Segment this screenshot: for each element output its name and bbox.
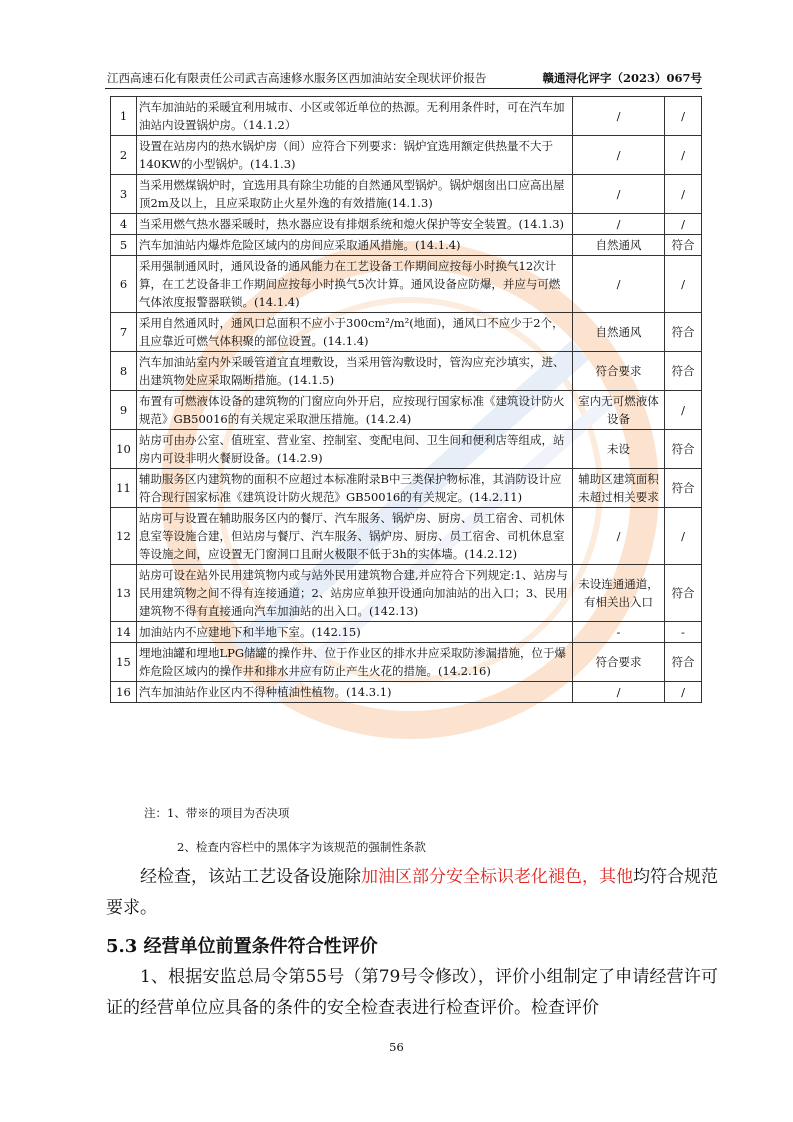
row-number: 16 xyxy=(111,682,137,703)
row-verdict: / xyxy=(665,214,702,235)
row-result: / xyxy=(573,175,665,214)
table-row xyxy=(111,565,702,622)
table-row xyxy=(111,430,702,469)
row-content: 埋地油罐和埋地LPG储罐的操作井、位于作业区的排水井应采取防渗漏措施，位于爆炸危险区域内的操作井和排水井应有防止产生火花的措施。(14.2.16) xyxy=(137,643,573,682)
row-verdict: 符合 xyxy=(665,643,702,682)
table-row xyxy=(111,235,702,256)
row-content: 站房可与设置在辅助服务区内的餐厅、汽车服务、锅炉房、厨房、员工宿舍、司机休息室等设施合建，但站房与餐厅、汽车服务、锅炉房、厨房、员工宿舍、司机休息室等设施之间，应设置无门窗洞口且耐火极限不低于3h的实体墙。(14.2.12) xyxy=(137,508,573,565)
header-doc-number: 赣通浔化评字（2023）067号 xyxy=(542,71,702,85)
page-number: 56 xyxy=(389,1040,404,1054)
row-verdict: - xyxy=(665,622,702,643)
conclusion-paragraph xyxy=(106,862,718,924)
row-verdict: / xyxy=(665,256,702,313)
table-row xyxy=(111,313,702,352)
row-content: 设置在站房内的热水锅炉房（间）应符合下列要求：锅炉宜选用额定供热量不大于140KW的小型锅炉。(14.1.3) xyxy=(137,136,573,175)
row-result: 辅助区建筑面积未超过相关要求 xyxy=(573,469,665,508)
row-number: 9 xyxy=(111,391,137,430)
row-content: 站房可设在站外民用建筑物内或与站外民用建筑物合建,并应符合下列规定:1、站房与民用建筑物之间不得有连接通道；2、站房应单独开设通向加油站的出入口；3、民用建筑物不得有直接通向汽车加油站的出入口。(142.13) xyxy=(137,565,573,622)
row-verdict: / xyxy=(665,682,702,703)
table-row xyxy=(111,136,702,175)
row-number: 3 xyxy=(111,175,137,214)
row-result: 自然通风 xyxy=(573,235,665,256)
row-number: 1 xyxy=(111,97,137,136)
row-verdict: / xyxy=(665,508,702,565)
row-result: 室内无可燃液体设备 xyxy=(573,391,665,430)
body-paragraph: 1、根据安监总局令第55号（第79号令修改），评价小组制定了申请经营许可证的经营单位应具备的条件的安全检查表进行检查评价。检查评价 xyxy=(106,967,718,1018)
row-result: 自然通风 xyxy=(573,313,665,352)
table-row xyxy=(111,622,702,643)
row-content: 汽车加油站室内外采暖管道宜直埋敷设，当采用管沟敷设时，管沟应充沙填实，进、出建筑物处应采取隔断措施。(14.1.5) xyxy=(137,352,573,391)
row-content: 当采用燃气热水器采暖时，热水器应设有排烟系统和熄火保护等安全装置。(14.1.3) xyxy=(137,214,573,235)
row-result: / xyxy=(573,682,665,703)
table-row xyxy=(111,97,702,136)
row-verdict: 符合 xyxy=(665,235,702,256)
row-result: / xyxy=(573,214,665,235)
row-result: - xyxy=(573,622,665,643)
row-content: 汽车加油站内爆炸危险区域内的房间应采取通风措施。(14.1.4) xyxy=(137,235,573,256)
row-content: 当采用燃煤锅炉时，宜选用具有除尘功能的自然通风型锅炉。锅炉烟囱出口应高出屋顶2m及以上，且应采取防止火星外逸的有效措施(14.1.3) xyxy=(137,175,573,214)
row-number: 13 xyxy=(111,565,137,622)
row-content: 加油站内不应建地下和半地下室。(142.15) xyxy=(137,622,573,643)
row-verdict: / xyxy=(665,97,702,136)
note-1: 注：1、带※的项目为否决项 xyxy=(144,806,290,820)
row-result: / xyxy=(573,97,665,136)
row-number: 6 xyxy=(111,256,137,313)
table-row xyxy=(111,682,702,703)
row-content: 采用自然通风时，通风口总面积不应小于300cm²/m²(地面)，通风口不应少于2个，且应靠近可燃气体积聚的部位设置。(14.1.4) xyxy=(137,313,573,352)
page-header xyxy=(105,66,702,89)
conclusion-text-3: 均符合规范要求。 xyxy=(106,867,718,918)
table-row xyxy=(111,256,702,313)
row-number: 7 xyxy=(111,313,137,352)
row-number: 11 xyxy=(111,469,137,508)
table-row xyxy=(111,391,702,430)
row-result: 符合要求 xyxy=(573,643,665,682)
section-heading: 5.3 经营单位前置条件符合性评价 xyxy=(106,936,378,957)
table-row xyxy=(111,469,702,508)
table-row xyxy=(111,214,702,235)
row-content: 布置有可燃液体设备的建筑物的门窗应向外开启，应按现行国家标准《建筑设计防火规范》GB50016的有关规定采取泄压措施。(14.2.4) xyxy=(137,391,573,430)
row-verdict: 符合 xyxy=(665,565,702,622)
row-number: 2 xyxy=(111,136,137,175)
row-verdict: 符合 xyxy=(665,313,702,352)
row-number: 5 xyxy=(111,235,137,256)
row-result: / xyxy=(573,256,665,313)
row-verdict: / xyxy=(665,391,702,430)
conclusion-text-1: 经检查，该站工艺设备设施除 xyxy=(140,867,361,887)
row-number: 15 xyxy=(111,643,137,682)
row-content: 汽车加油站的采暖宜利用城市、小区或邻近单位的热源。无利用条件时，可在汽车加油站内设置锅炉房。（14.1.2） xyxy=(137,97,573,136)
row-number: 12 xyxy=(111,508,137,565)
row-number: 4 xyxy=(111,214,137,235)
table-row xyxy=(111,175,702,214)
row-content: 采用强制通风时，通风设备的通风能力在工艺设备工作期间应按每小时换气12次计算，在工艺设备非工作期间应按每小时换气5次计算。通风设备应防爆，并应与可燃气体浓度报警器联锁。(14.1.4) xyxy=(137,256,573,313)
conclusion-text-red: 加油区部分安全标识老化褪色，其他 xyxy=(361,867,633,887)
row-content: 汽车加油站作业区内不得种植油性植物。(14.3.1) xyxy=(137,682,573,703)
table-row xyxy=(111,643,702,682)
row-verdict: 符合 xyxy=(665,469,702,508)
row-result: 符合要求 xyxy=(573,352,665,391)
check-table xyxy=(110,96,702,703)
row-result: 未设 xyxy=(573,430,665,469)
row-number: 10 xyxy=(111,430,137,469)
row-verdict: 符合 xyxy=(665,352,702,391)
row-verdict: / xyxy=(665,175,702,214)
row-number: 8 xyxy=(111,352,137,391)
row-verdict: / xyxy=(665,136,702,175)
row-number: 14 xyxy=(111,622,137,643)
row-content: 站房可由办公室、值班室、营业室、控制室、变配电间、卫生间和便利店等组成，站房内可设非明火餐厨设备。(14.2.9) xyxy=(137,430,573,469)
table-row xyxy=(111,508,702,565)
table-row xyxy=(111,352,702,391)
row-content: 辅助服务区内建筑物的面积不应超过本标准附录B中三类保护物标准，其消防设计应符合现行国家标准《建筑设计防火规范》GB50016的有关规定。(14.2.11) xyxy=(137,469,573,508)
row-result: / xyxy=(573,136,665,175)
row-result: / xyxy=(573,508,665,565)
note-2: 2、检查内容栏中的黑体字为该规范的强制性条款 xyxy=(177,840,426,854)
row-result: 未设连通通道，有相关出入口 xyxy=(573,565,665,622)
header-title: 江西高速石化有限责任公司武吉高速修水服务区西加油站安全现状评价报告 xyxy=(107,71,487,85)
row-verdict: 符合 xyxy=(665,430,702,469)
